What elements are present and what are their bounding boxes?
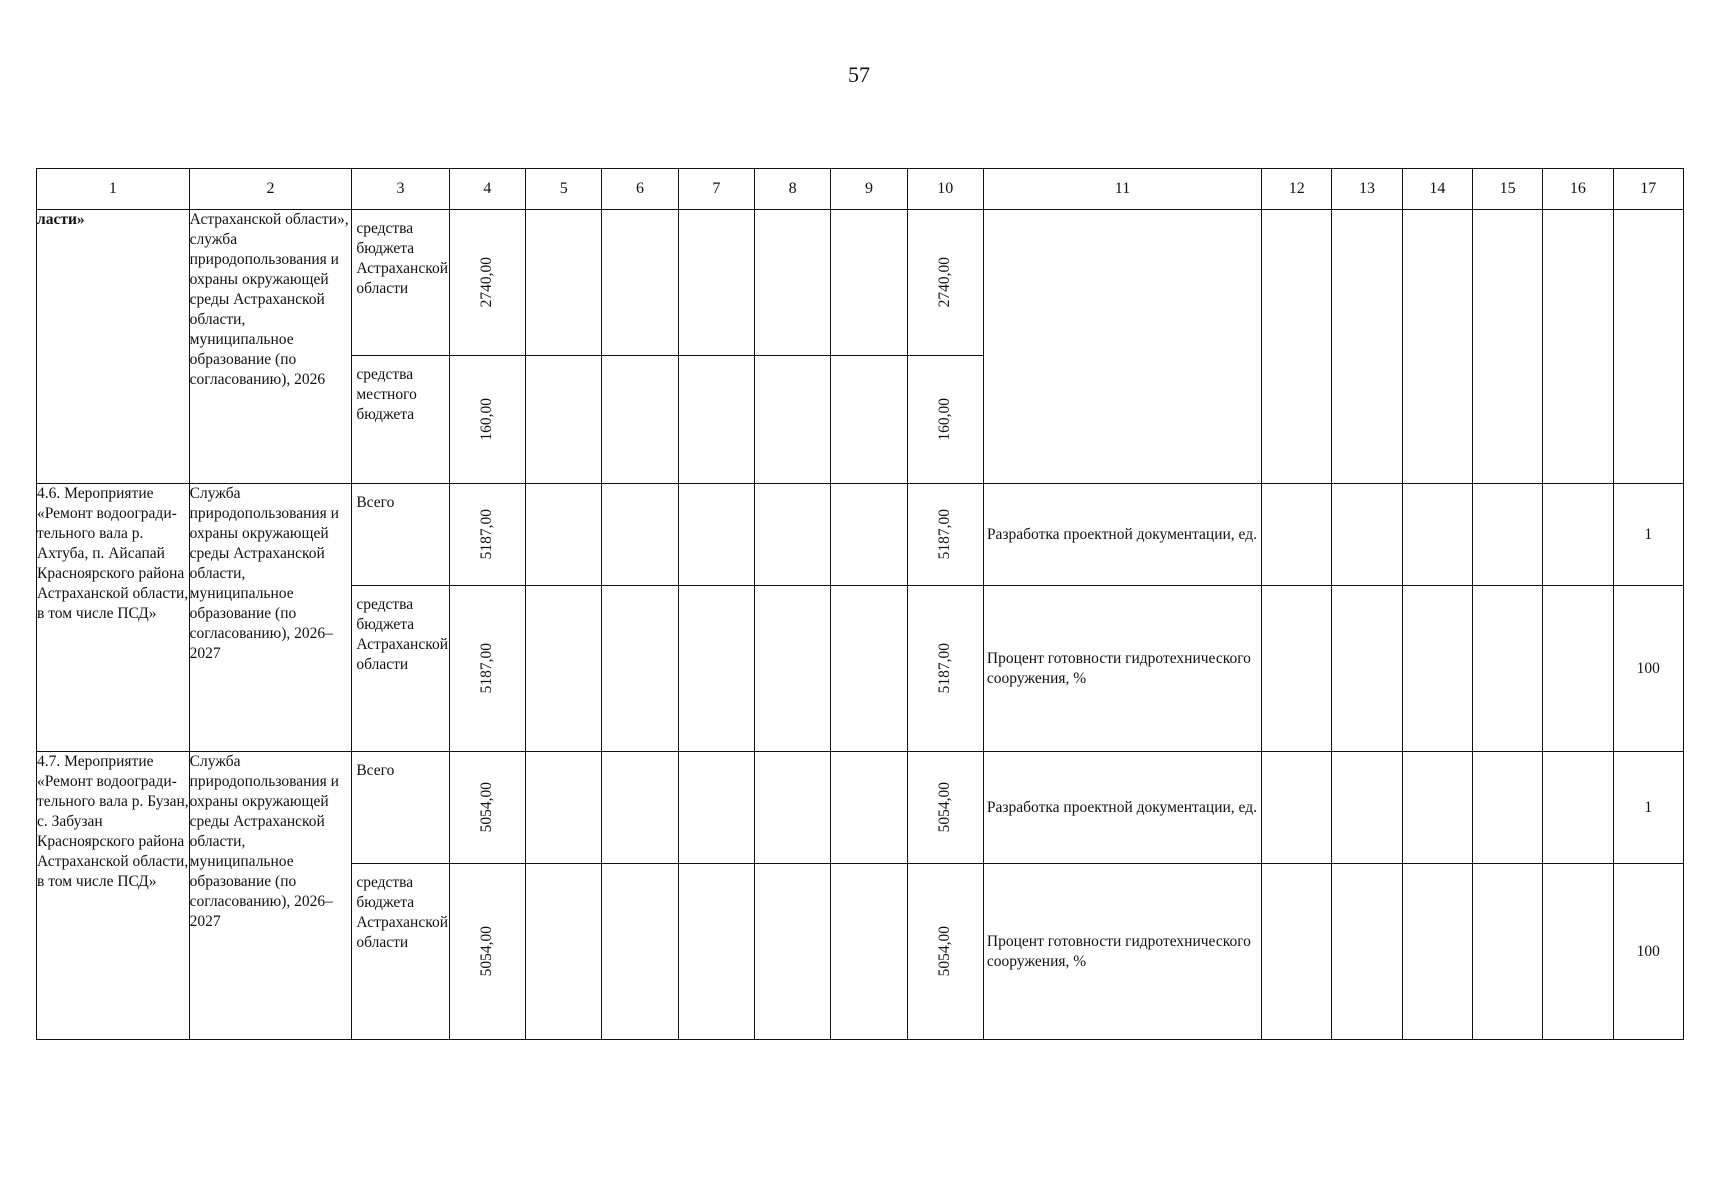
empty-cell (1262, 586, 1332, 752)
amount-col4: 5054,00 (478, 782, 496, 833)
amount-col4: 5187,00 (478, 509, 496, 560)
target-value-cell (1613, 864, 1683, 1040)
empty-cell (602, 586, 678, 752)
empty-cell (1262, 210, 1332, 484)
source-cell (352, 210, 449, 356)
amount-col10: 160,00 (936, 398, 954, 441)
empty-cell (526, 356, 602, 484)
source-text: Всего (356, 494, 395, 511)
empty-cell (1472, 864, 1542, 1040)
source-text: средства бюджета Астраханской области (356, 874, 448, 951)
empty-cell (1332, 586, 1402, 752)
measure-cell (37, 210, 190, 484)
source-text: средства бюджета Астраханской области (356, 596, 448, 673)
amount-col4-cell (449, 586, 525, 752)
indicator-text: Разработка проектной документации, ед. (986, 798, 1257, 816)
indicator-cell (983, 752, 1261, 864)
empty-cell (1332, 864, 1402, 1040)
empty-cell (1332, 484, 1402, 586)
target-value: 1 (1644, 525, 1653, 543)
source-cell (352, 356, 449, 484)
amount-col4-cell (449, 210, 525, 356)
empty-cell (678, 356, 754, 484)
amount-col10-cell (907, 356, 983, 484)
empty-cell (1402, 864, 1472, 1040)
target-value: 100 (1636, 659, 1660, 677)
table-row (37, 484, 1684, 586)
empty-cell (1543, 484, 1613, 586)
empty-cell (602, 484, 678, 586)
amount-col10-cell (907, 752, 983, 864)
indicator-text: Разработка проектной документации, ед. (986, 525, 1257, 543)
indicator-cell (983, 586, 1261, 752)
amount-col10: 5054,00 (936, 782, 954, 833)
empty-cell (1472, 484, 1542, 586)
measure-cell (37, 484, 190, 752)
amount-col10-cell (907, 210, 983, 356)
empty-cell (1332, 210, 1402, 484)
amount-col4: 5054,00 (478, 926, 496, 977)
column-header-16: 16 (1543, 169, 1613, 210)
indicator-cell (983, 864, 1261, 1040)
amount-col4-cell (449, 356, 525, 484)
empty-cell (831, 484, 907, 586)
amount-col4-cell (449, 752, 525, 864)
amount-col4: 2740,00 (478, 257, 496, 308)
amount-col10: 2740,00 (936, 257, 954, 308)
program-table (36, 168, 1684, 1040)
empty-cell (526, 484, 602, 586)
empty-cell (754, 356, 830, 484)
empty-cell (754, 864, 830, 1040)
column-header-5: 5 (526, 169, 602, 210)
empty-cell (678, 752, 754, 864)
empty-cell (754, 210, 830, 356)
empty-cell (678, 864, 754, 1040)
source-cell (352, 752, 449, 864)
target-value-cell (1613, 586, 1683, 752)
target-value: 1 (1644, 798, 1653, 816)
empty-cell (1402, 210, 1472, 484)
empty-cell (602, 210, 678, 356)
page-number: 57 (848, 62, 870, 87)
empty-cell (1543, 864, 1613, 1040)
empty-cell (526, 864, 602, 1040)
source-cell (352, 586, 449, 752)
empty-cell (754, 586, 830, 752)
indicator-cell (983, 484, 1261, 586)
empty-cell (1332, 752, 1402, 864)
empty-cell (678, 210, 754, 356)
executor-text: Служба природопользования и охраны окружающей среды Астраханской области, муниципальное образование (по согласованию), 2026–2027 (189, 753, 339, 930)
column-header-15: 15 (1472, 169, 1542, 210)
amount-col10-cell (907, 484, 983, 586)
amount-col10: 5054,00 (936, 926, 954, 977)
empty-cell (1262, 864, 1332, 1040)
empty-cell (602, 356, 678, 484)
amount-col4: 160,00 (478, 398, 496, 441)
executor-text: Астраханской области», служба природопользования и охраны окружающей среды Астраханской области, муниципальное образование (по согласованию), 2026 (189, 211, 349, 388)
column-header-4: 4 (449, 169, 525, 210)
empty-cell (1472, 752, 1542, 864)
measure-text: ласти» (37, 211, 85, 228)
empty-cell (1543, 752, 1613, 864)
measure-text: 4.6. Мероприятие «Ремонт водоогради-тельного вала р. Ахтуба, п. Айсапай Красноярского района Астраханской области, в том числе ПСД» (37, 485, 189, 622)
column-header-1: 1 (37, 169, 190, 210)
empty-cell (602, 864, 678, 1040)
amount-col4-cell (449, 484, 525, 586)
empty-cell (526, 210, 602, 356)
column-header-8: 8 (754, 169, 830, 210)
column-header-9: 9 (831, 169, 907, 210)
source-cell (352, 864, 449, 1040)
empty-cell (831, 752, 907, 864)
measure-text: 4.7. Мероприятие «Ремонт водоогради-тельного вала р. Бузан, с. Забузан Красноярского района Астраханской области, в том числе ПСД» (37, 753, 189, 890)
empty-cell (1472, 586, 1542, 752)
target-value: 100 (1636, 942, 1660, 960)
empty-cell (602, 752, 678, 864)
executor-cell (189, 484, 352, 752)
column-header-13: 13 (1332, 169, 1402, 210)
empty-cell (754, 484, 830, 586)
amount-col10: 5187,00 (936, 643, 954, 694)
amount-col10: 5187,00 (936, 509, 954, 560)
empty-cell (678, 484, 754, 586)
empty-cell (526, 586, 602, 752)
column-header-12: 12 (1262, 169, 1332, 210)
empty-cell (1262, 484, 1332, 586)
indicator-text: Процент готовности гидротехнического сооружения, % (986, 932, 1251, 970)
amount-col4-cell (449, 864, 525, 1040)
column-header-6: 6 (602, 169, 678, 210)
amount-col10-cell (907, 864, 983, 1040)
executor-text: Служба природопользования и охраны окружающей среды Астраханской области, муниципальное образование (по согласованию), 2026–2027 (189, 485, 339, 662)
column-header-14: 14 (1402, 169, 1472, 210)
empty-cell (1472, 210, 1542, 484)
table-row (37, 210, 1684, 356)
empty-cell (831, 864, 907, 1040)
empty-cell (678, 586, 754, 752)
header-row (37, 169, 1684, 210)
empty-cell (1613, 210, 1683, 484)
column-header-17: 17 (1613, 169, 1683, 210)
column-header-7: 7 (678, 169, 754, 210)
indicator-text: Процент готовности гидротехнического сооружения, % (986, 649, 1251, 687)
table-row (37, 752, 1684, 864)
empty-cell (1543, 210, 1613, 484)
target-value-cell (1613, 484, 1683, 586)
empty-cell (831, 586, 907, 752)
column-header-11: 11 (983, 169, 1261, 210)
empty-cell (754, 752, 830, 864)
column-header-3: 3 (352, 169, 449, 210)
target-value-cell (1613, 752, 1683, 864)
source-text: средства местного бюджета (356, 366, 417, 423)
empty-cell (526, 752, 602, 864)
source-text: Всего (356, 762, 395, 779)
empty-cell (1402, 586, 1472, 752)
column-header-2: 2 (189, 169, 352, 210)
indicator-cell (983, 210, 1261, 484)
source-cell (352, 484, 449, 586)
empty-cell (831, 210, 907, 356)
column-header-10: 10 (907, 169, 983, 210)
executor-cell (189, 752, 352, 1040)
empty-cell (1543, 586, 1613, 752)
empty-cell (831, 356, 907, 484)
empty-cell (1402, 484, 1472, 586)
source-text: средства бюджета Астраханской области (356, 220, 448, 297)
empty-cell (1262, 752, 1332, 864)
measure-cell (37, 752, 190, 1040)
amount-col10-cell (907, 586, 983, 752)
empty-cell (1402, 752, 1472, 864)
amount-col4: 5187,00 (478, 643, 496, 694)
executor-cell (189, 210, 352, 484)
